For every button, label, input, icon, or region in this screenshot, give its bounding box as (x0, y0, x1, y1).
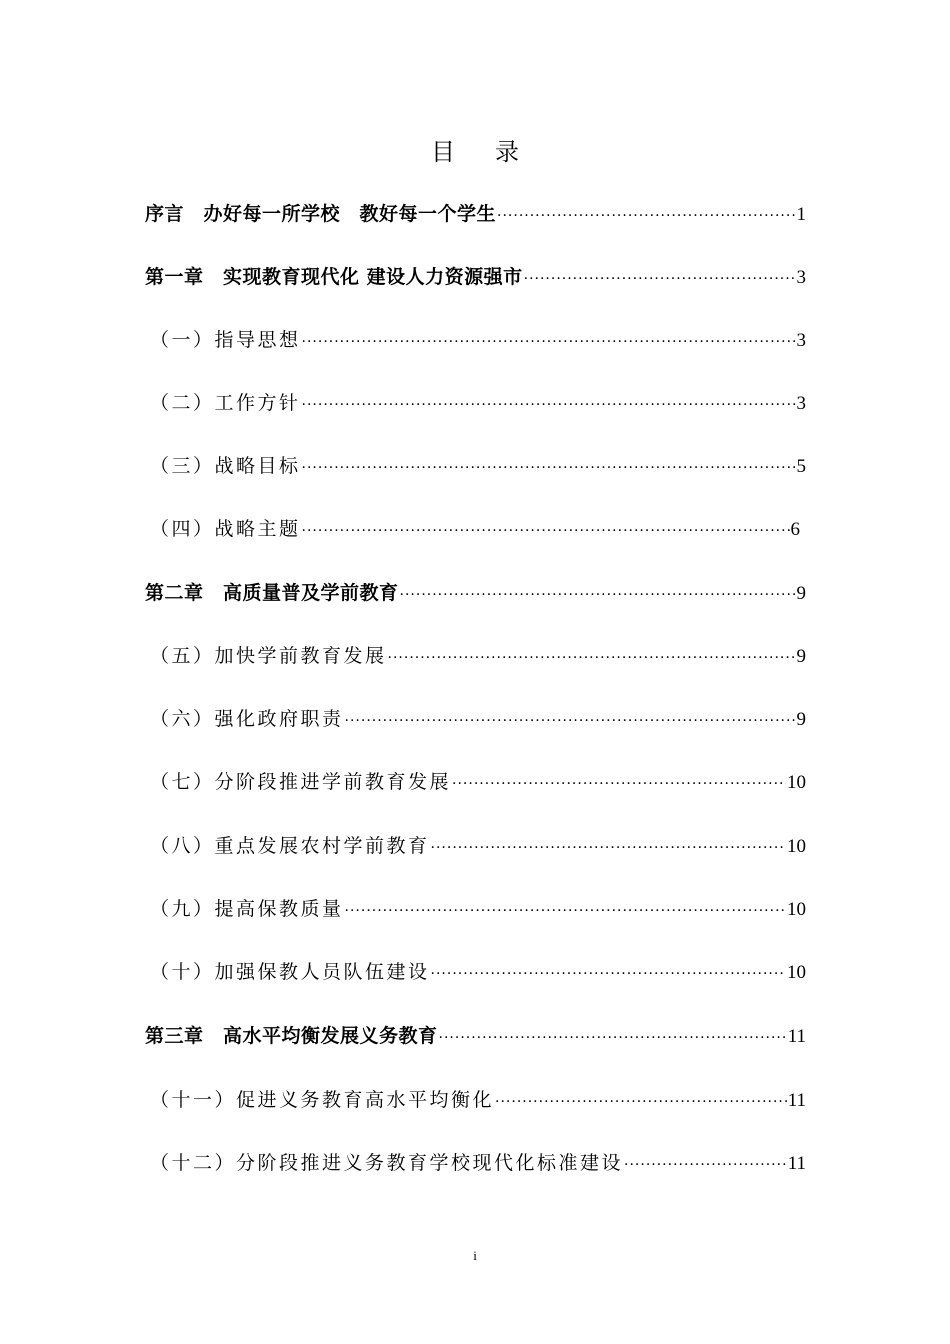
toc-entry-page: 10 (787, 836, 806, 857)
toc-entry-section-6[interactable] (150, 702, 806, 736)
toc-entry-section-12[interactable] (150, 1146, 806, 1180)
toc-title-char-2: 录 (495, 138, 519, 166)
toc-dot-leader (452, 767, 786, 801)
toc-dot-leader (431, 957, 786, 991)
footer-page-number: i (473, 1248, 477, 1263)
toc-entry-title: 第三章 高水平均衡发展义务教育 (145, 1025, 438, 1047)
toc-dot-leader (302, 388, 796, 422)
toc-entry-title: （四）战略主题 (150, 518, 301, 540)
toc-dot-leader (524, 262, 796, 296)
toc-entry-title: 第二章 高质量普及学前教育 (145, 582, 399, 604)
toc-entry-title: （九）提高保教质量 (150, 898, 344, 920)
toc-entry-title: 第一章 实现教育现代化 建设人力资源强市 (145, 266, 523, 288)
toc-dot-leader (400, 578, 796, 612)
toc-dot-leader (345, 894, 786, 928)
toc-entry-page: 6 (790, 519, 800, 540)
toc-entry-chapter-1[interactable] (145, 260, 806, 294)
toc-entry-section-2[interactable] (150, 386, 806, 420)
toc-dot-leader (302, 325, 796, 359)
toc-entry-title: （十二）分阶段推进义务教育学校现代化标准建设 (150, 1152, 624, 1174)
toc-entry-page: 3 (796, 330, 806, 351)
toc-dot-leader (302, 514, 790, 548)
toc-dot-leader (302, 451, 796, 485)
toc-entry-page: 1 (796, 204, 806, 225)
toc-entry-page: 11 (787, 1153, 806, 1174)
toc-entry-page: 3 (796, 267, 806, 288)
toc-dot-leader (388, 641, 796, 675)
toc-entry-title: （十一）促进义务教育高水平均衡化 (150, 1089, 495, 1111)
toc-entry-page: 9 (796, 646, 806, 667)
toc-dot-leader (345, 704, 796, 738)
toc-entry-page: 9 (796, 709, 806, 730)
toc-entry-chapter-2[interactable] (145, 576, 806, 610)
toc-entry-preface[interactable] (145, 197, 806, 231)
toc-entry-section-10[interactable] (150, 955, 806, 989)
toc-entry-page: 10 (787, 962, 806, 983)
toc-dot-leader (439, 1021, 787, 1055)
toc-entry-title: （八）重点发展农村学前教育 (150, 835, 430, 857)
toc-entry-page: 11 (787, 1026, 806, 1047)
toc-entry-title: （三）战略目标 (150, 455, 301, 477)
toc-entry-section-7[interactable] (150, 765, 806, 799)
toc-dot-leader (495, 1085, 787, 1119)
toc-entry-title: （一）指导思想 (150, 329, 301, 351)
toc-entry-page: 9 (796, 583, 806, 604)
toc-entry-section-3[interactable] (150, 449, 806, 483)
toc-entry-page: 11 (787, 1090, 806, 1111)
toc-entry-page: 10 (787, 899, 806, 920)
toc-entry-section-8[interactable] (150, 829, 806, 863)
toc-title-char-1: 目 (431, 138, 455, 166)
toc-entry-section-4[interactable] (150, 512, 800, 546)
toc-dot-leader (624, 1148, 787, 1182)
toc-entry-section-9[interactable] (150, 892, 806, 926)
toc-entry-chapter-3[interactable] (145, 1019, 806, 1053)
toc-entry-title: （七）分阶段推进学前教育发展 (150, 771, 452, 793)
toc-entry-section-1[interactable] (150, 323, 806, 357)
toc-entry-section-11[interactable] (150, 1083, 806, 1117)
toc-entry-page: 10 (787, 772, 806, 793)
toc-entry-page: 5 (796, 456, 806, 477)
toc-entry-title: （二）工作方针 (150, 392, 301, 414)
toc-entry-title: （六）强化政府职责 (150, 708, 344, 730)
toc-dot-leader (431, 831, 786, 865)
toc-entry-page: 3 (796, 393, 806, 414)
toc-entry-section-5[interactable] (150, 639, 806, 673)
toc-dot-leader (497, 199, 795, 233)
toc-entry-title: （五）加快学前教育发展 (150, 645, 387, 667)
toc-entry-title: （十）加强保教人员队伍建设 (150, 961, 430, 983)
toc-entry-title: 序言 办好每一所学校 教好每一个学生 (145, 203, 497, 225)
